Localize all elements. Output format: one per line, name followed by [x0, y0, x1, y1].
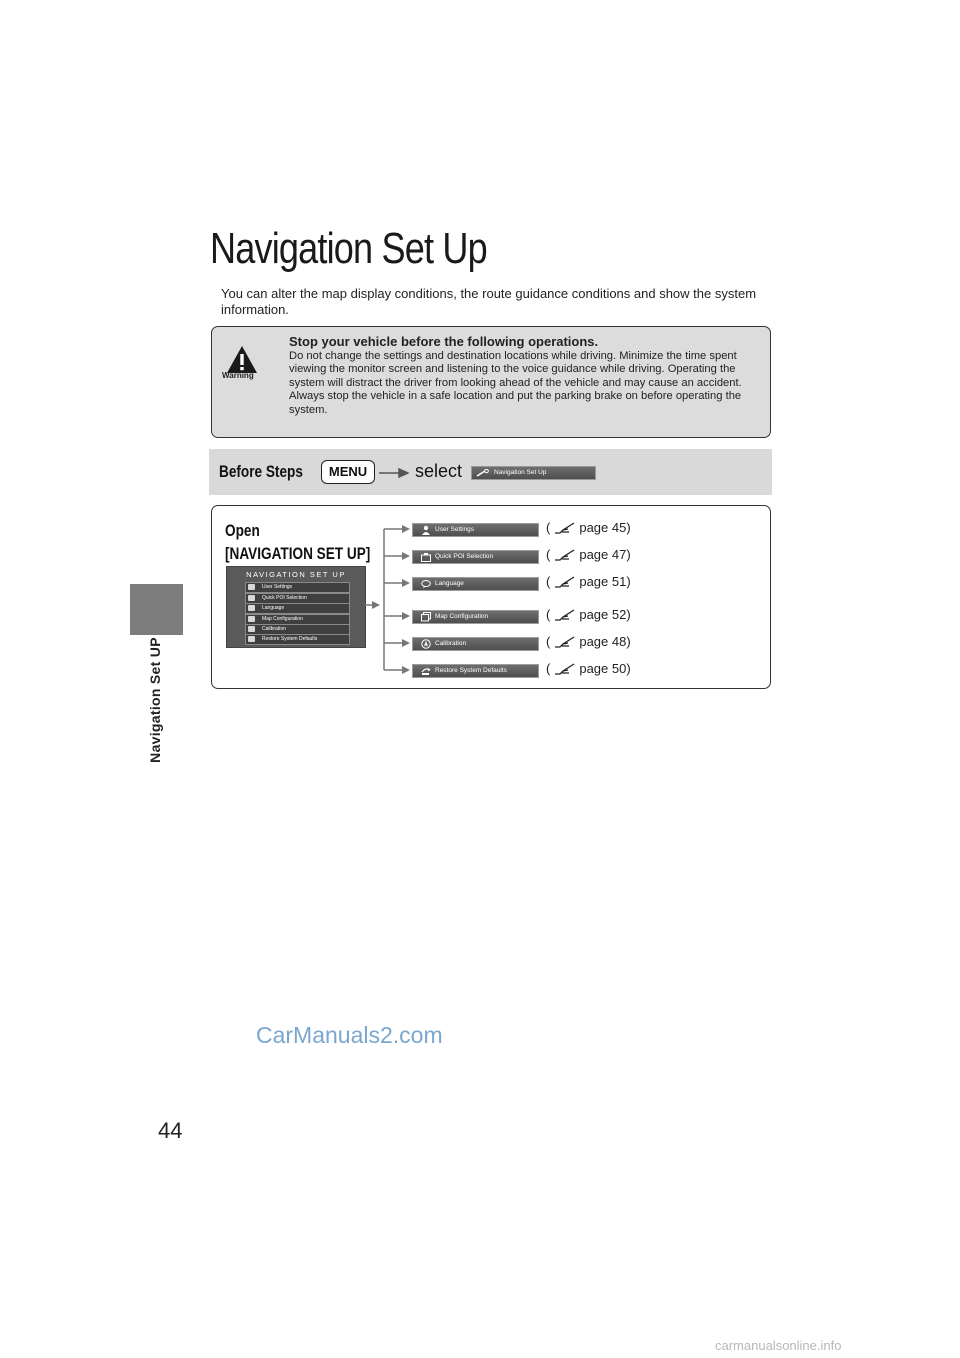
- pointing-hand-icon: [554, 521, 576, 535]
- screen-item: User Settings: [245, 582, 350, 593]
- page-reference: ( page 52): [546, 607, 631, 622]
- restore-icon: [421, 666, 431, 676]
- map-configuration-button[interactable]: [412, 610, 539, 624]
- menu-item-label: Restore System Defaults: [435, 667, 507, 674]
- screen-item: Calibration: [245, 624, 350, 635]
- intro-text: You can alter the map display conditions, the route guidance conditions and show the system information.: [221, 286, 757, 317]
- warning-heading: Stop your vehicle before the following operations.: [289, 334, 599, 349]
- screen-item: Restore System Defaults: [245, 634, 350, 645]
- before-steps-bar: [209, 449, 772, 495]
- select-word: select: [415, 461, 463, 481]
- calibration-button[interactable]: [412, 637, 539, 651]
- warning-box: [211, 326, 771, 438]
- menu-item-label: Calibration: [435, 640, 467, 647]
- screen-item: Map Configuration: [245, 614, 350, 625]
- page-number: 44: [158, 1118, 183, 1143]
- menu-item-label: User Settings: [435, 526, 475, 533]
- screen-item: Quick POI Selection: [245, 593, 350, 604]
- page-reference: ( page 50): [546, 661, 631, 676]
- page-reference: ( page 47): [546, 547, 631, 562]
- footer-watermark: carmanualsonline.info: [715, 1338, 842, 1353]
- page-reference: ( page 48): [546, 634, 631, 649]
- menu-item-label: Language: [435, 580, 464, 587]
- poi-icon: [421, 552, 431, 562]
- quick-poi-selection-button[interactable]: [412, 550, 539, 564]
- navigation-set-up-button[interactable]: [471, 466, 596, 480]
- section-tab: [130, 584, 183, 635]
- watermark: CarManuals2.com: [256, 1022, 443, 1048]
- page-reference: ( page 51): [546, 574, 631, 589]
- compass-icon: [421, 639, 431, 649]
- pointing-hand-icon: [554, 608, 576, 622]
- page-title: Navigation Set Up: [210, 224, 487, 273]
- wrench-icon: [476, 469, 490, 477]
- warning-text: [289, 334, 761, 417]
- navigation-set-up-button-label: Navigation Set Up: [494, 469, 547, 476]
- open-label-line2: [NAVIGATION SET UP]: [225, 544, 371, 563]
- restore-system-defaults-button[interactable]: [412, 664, 539, 678]
- screen-title: NAVIGATION SET UP: [246, 570, 346, 579]
- person-icon: [421, 525, 431, 535]
- arrow-right-icon: [379, 464, 409, 480]
- menu-button[interactable]: MENU: [321, 460, 375, 484]
- section-label: Navigation Set UP: [147, 637, 163, 763]
- user-settings-button[interactable]: [412, 523, 539, 537]
- open-label-line1: Open: [225, 521, 260, 540]
- map-icon: [421, 612, 431, 622]
- speech-icon: [421, 579, 431, 589]
- warning-icon-label: Warning: [222, 371, 254, 380]
- pointing-hand-icon: [554, 635, 576, 649]
- screen-item: Language: [245, 603, 350, 614]
- language-button[interactable]: [412, 577, 539, 591]
- flow-box: [211, 505, 771, 689]
- menu-item-label: Map Configuration: [435, 613, 489, 620]
- pointing-hand-icon: [554, 662, 576, 676]
- before-steps-label: Before Steps: [219, 462, 303, 481]
- pointing-hand-icon: [554, 548, 576, 562]
- pointing-hand-icon: [554, 575, 576, 589]
- page-reference: ( page 45): [546, 520, 631, 535]
- menu-item-label: Quick POI Selection: [435, 553, 494, 560]
- warning-body: Do not change the settings and destination locations while driving. Minimize the time spent viewing the monitor screen and listening to the voice guidance while driving. Operating the system will distract the driver from looking ahead of the vehicle and may cause an accident. Always stop the vehicle in a safe location and put the parking brake on before operating the system.: [289, 350, 742, 416]
